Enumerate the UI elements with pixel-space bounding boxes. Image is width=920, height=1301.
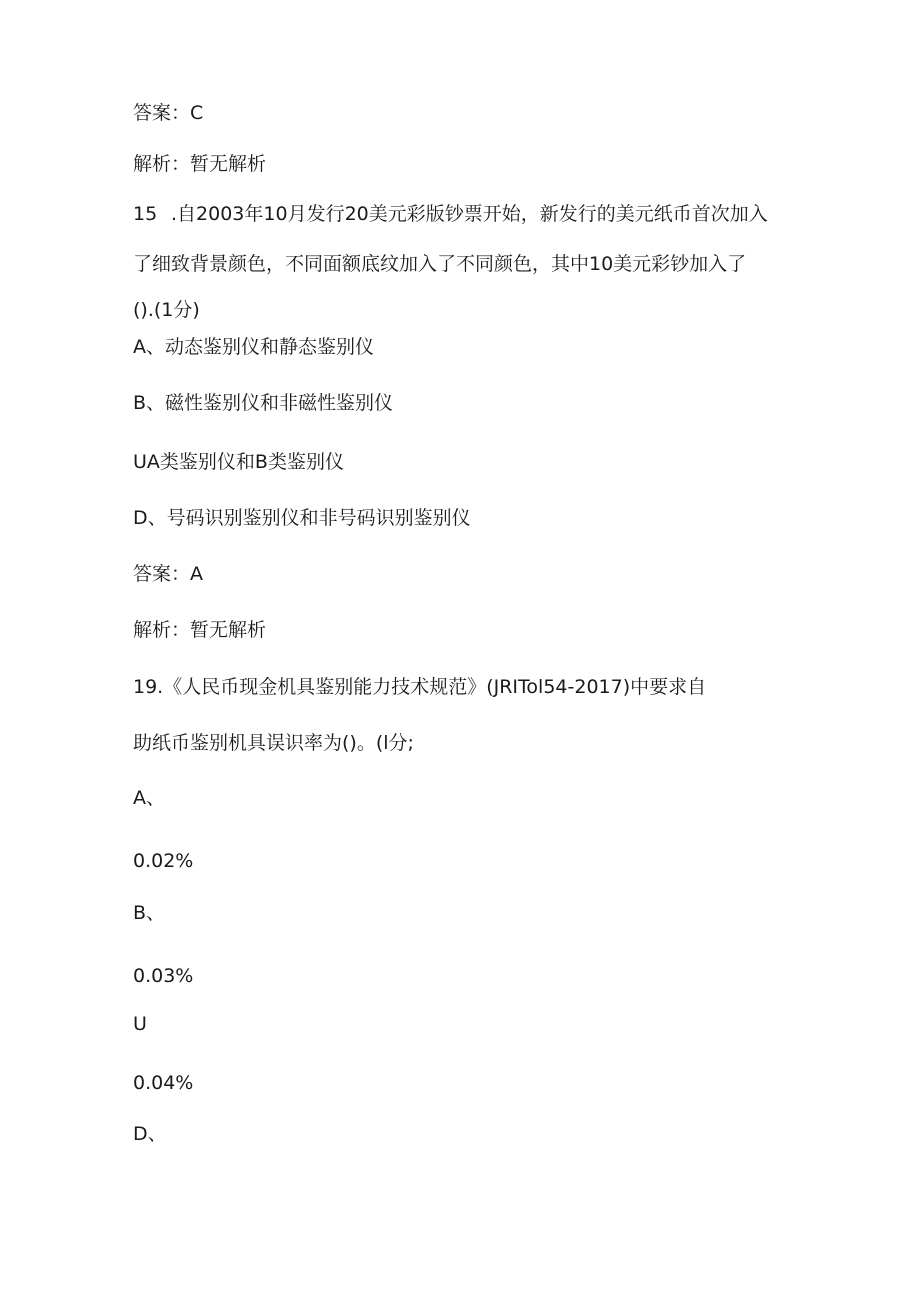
previous-answer: 答案：C	[133, 102, 204, 124]
question-15-option-b: B、磁性鉴别仪和非磁性鉴别仪	[133, 392, 394, 414]
question-15-option-a: A、动态鉴别仪和静态鉴别仪	[133, 336, 374, 358]
question-19-option-a-label: A、	[133, 787, 165, 809]
question-19-option-a-value: 0.02%	[133, 850, 194, 872]
question-15-number: 15	[133, 203, 158, 225]
question-15-analysis: 解析：暂无解析	[133, 619, 267, 641]
question-15-text-start: .自2003年10月发行20美元彩版钞票开始，新发行的美元纸币首次加入	[171, 203, 768, 225]
question-15-option-d: D、号码识别鉴别仪和非号码识别鉴别仪	[133, 507, 471, 529]
question-19-option-d-label: D、	[133, 1123, 167, 1145]
question-19-option-c-label: U	[133, 1013, 147, 1035]
question-19-line-1: 19.《人民币现金机具鉴别能力技术规范》(JRITol54-2017)中要求自	[133, 676, 707, 698]
previous-analysis: 解析：暂无解析	[133, 153, 267, 175]
question-15-option-c: UA类鉴别仪和B类鉴别仪	[133, 451, 344, 473]
question-15-answer: 答案：A	[133, 563, 203, 585]
question-15-line-3: ().(1分)	[133, 299, 200, 321]
question-19-line-2: 助纸币鉴别机具误识率为()。(l分;	[133, 732, 414, 754]
question-15-line-2: 了细致背景颜色，不同面额底纹加入了不同颜色，其中10美元彩钞加入了	[133, 253, 747, 275]
question-19-option-c-value: 0.04%	[133, 1072, 194, 1094]
question-19-option-b-value: 0.03%	[133, 965, 194, 987]
question-15-line-1	[133, 202, 768, 226]
question-19-option-b-label: B、	[133, 902, 166, 924]
